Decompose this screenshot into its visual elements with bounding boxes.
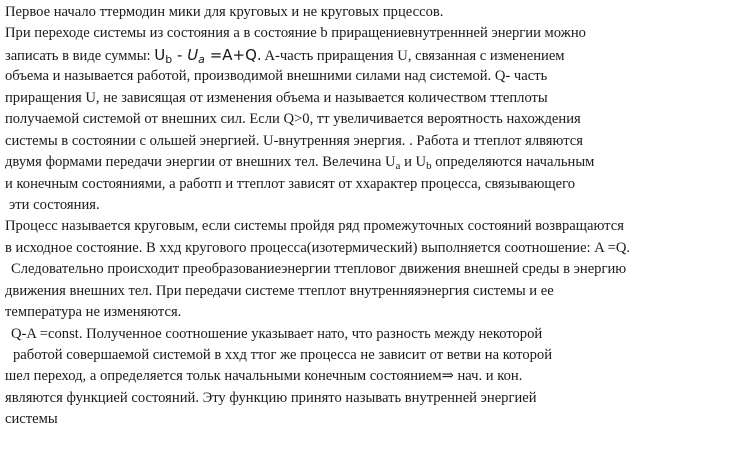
text-line: работой совершаемой системой в ххд ттог же процесса не зависит от ветви на которой [13,347,553,363]
text-line: получаемой системой от внешних сил. Если Q>0, тт увеличивается вероятность нахождения [5,111,581,128]
text-line-variables [5,152,738,173]
variable-ub [415,154,432,173]
formula-symbol: U [187,45,199,64]
text-line: системы в состоянии с ольшей энергией. U-внутренняя энергия. . Работа и ттеплот ялвяются [5,132,583,149]
text-fragment: записать в виде суммы: [5,47,155,64]
text-fragment: и [400,154,416,171]
text-line: Q-A =const. Полученное соотношение указывает нато, что разность между некоторой [11,325,543,342]
text-line: движения внешних тел. При передачи системе ттеплот внутренняяэнергия системы и ее [5,282,554,299]
text-fragment: двумя формами передачи энергии от внешних тел. Велечина [5,154,385,171]
formula-energy-increment [154,46,261,64]
formula-subscript: a [198,52,205,66]
formula-subscript: b [426,160,432,173]
text-fragment: определяются начальным [431,154,595,171]
formula-subscript: a [395,160,401,173]
text-line: системы [5,411,58,428]
text-line: и конечным состояниями, а работп и ттеплот зависят от ххарактер процесса, связывающего [5,175,576,192]
formula-symbol: U [415,154,427,171]
text-fragment: A-часть приращения U, связанная с изменением [261,47,565,64]
formula-symbol: U [154,45,166,64]
text-line: являются функцией состояний. Эту функцию принято называть внутренней энергией [5,389,537,406]
text-line: эти состояния. [9,196,100,213]
text-line: температура не изменяются. [5,304,182,321]
formula-symbol: U [384,154,396,171]
text-line: Следовательно происходит преобразованиеэнергии ттепловог движения внешней среды в энергию [11,261,627,278]
text-line-formula [5,45,738,66]
formula-operator: - [172,45,188,64]
text-line: объема и называется работой, производимой внешними силами над системой. Q- часть [5,68,548,85]
text-line: в исходное состояние. В ххд кругового процесса(изотермический) выполняется соотношение: A =Q. [5,239,631,256]
text-line: Процесс называется круговым, если системы пройдя ряд промежуточных состояний возвращаются [5,218,624,235]
document-title: Первое начало ттермодин мики для круговых и не круговых прцессов. [5,4,444,20]
text-line: шел переход, а определяется тольк начальными конечным состоянием⇒ нач. и кон. [5,368,523,385]
text-line: приращения U, не зависящая от изменения объема и называется количеством ттеплоты [5,89,548,106]
formula-rest: =A+Q. [204,45,262,64]
text-line: При переходе системы из состояния a в состояние b приращениевнутреннней энергии можно [5,25,586,42]
formula-subscript: b [165,52,173,66]
variable-ua [384,154,401,173]
